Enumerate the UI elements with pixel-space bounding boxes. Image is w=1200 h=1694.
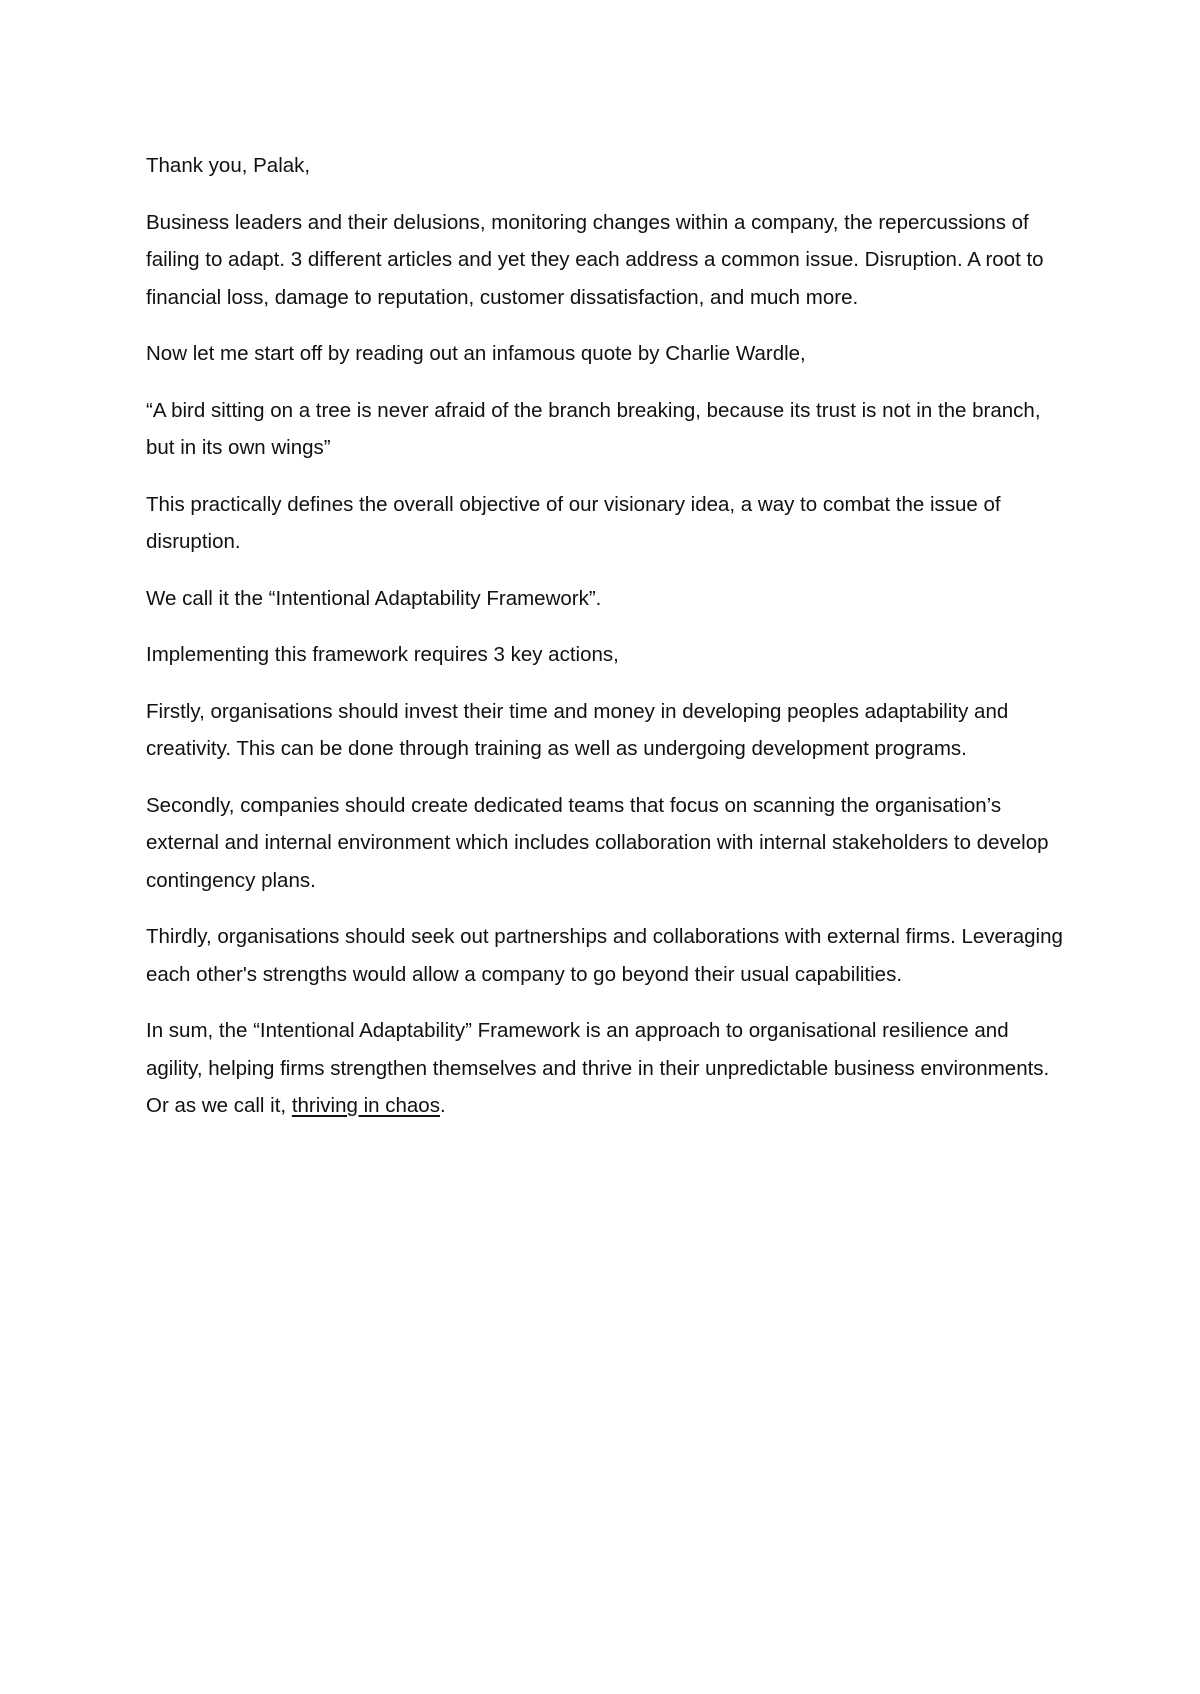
document-body	[146, 147, 1066, 1144]
objective-paragraph: This practically defines the overall objective of our visionary idea, a way to combat the issue of disruption.	[146, 492, 1001, 553]
quote-paragraph: “A bird sitting on a tree is never afraid of the branch breaking, because its trust is not in the branch, but in its own wings”	[146, 398, 1041, 459]
closing-text: In sum, the “Intentional Adaptability” Framework is an approach to organisational resilience and agility, helping firms strengthen themselves and thrive in their unpredictable business environments. Or as we call it,	[146, 1019, 1050, 1117]
second-action-paragraph: Secondly, companies should create dedicated teams that focus on scanning the organisation’s external and internal environment which includes collaboration with internal stakeholders to develop contingency plans.	[146, 793, 1049, 892]
quote-intro-paragraph: Now let me start off by reading out an infamous quote by Charlie Wardle,	[146, 342, 806, 365]
closing-end: .	[439, 1094, 446, 1117]
first-action-paragraph: Firstly, organisations should invest their time and money in developing peoples adaptability and creativity. This can be done through training as well as undergoing development programs.	[146, 699, 1009, 760]
closing-paragraph	[146, 1012, 1066, 1125]
greeting-paragraph: Thank you, Palak,	[146, 154, 311, 177]
framework-name-paragraph: We call it the “Intentional Adaptability Framework”.	[146, 586, 602, 610]
closing-underlined-phrase: thriving in chaos	[291, 1094, 440, 1117]
third-action-paragraph: Thirdly, organisations should seek out partnerships and collaborations with external firms. Leveraging each other's strengths would allow a company to go beyond their usual capabilities.	[146, 925, 1063, 986]
intro-paragraph: Business leaders and their delusions, monitoring changes within a company, the repercussions of failing to adapt. 3 different articles and yet they each address a common issue. Disruption. A root to financial loss, damage to reputation, customer dissatisfaction, and much more.	[146, 210, 1044, 309]
key-actions-paragraph: Implementing this framework requires 3 key actions,	[146, 643, 619, 666]
